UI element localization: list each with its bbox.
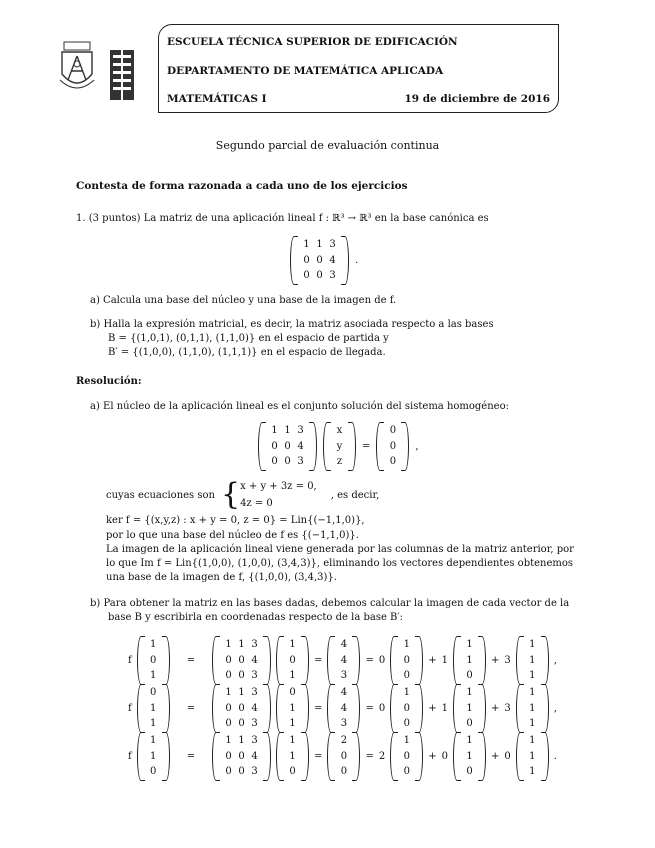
instruction: Contesta de forma razonada a cada uno de los ejercicios — [76, 180, 408, 192]
left-paren — [327, 636, 335, 685]
matrix-cells — [461, 684, 478, 733]
matrix-entry: 4 — [340, 654, 348, 666]
plus-sign: + — [491, 655, 500, 666]
matrix-entry: 0 — [289, 654, 296, 666]
matrix-entry: 0 — [466, 718, 473, 730]
matrix-entry: 3 — [251, 639, 258, 650]
homogeneous-system — [258, 422, 419, 471]
basis-vector — [516, 732, 549, 781]
problem-intro: 1. (3 puntos) La matriz de una aplicación lineal f : ℝ³ → ℝ³ en la base canónica es — [76, 213, 489, 224]
punct: , — [553, 703, 557, 714]
coefficient: 0 — [441, 751, 449, 762]
left-paren — [137, 636, 145, 685]
equation-2: 4z = 0 — [240, 498, 273, 509]
building-logo — [108, 48, 136, 102]
left-paren — [276, 732, 284, 781]
matrix-entry: 1 — [466, 702, 473, 714]
matrix-cells — [524, 732, 541, 781]
matrix-entry: 0 — [403, 654, 410, 666]
matrix-cells — [145, 636, 162, 685]
matrix-entry: 3 — [251, 735, 258, 746]
matrix-entry: 1 — [289, 670, 296, 682]
matrix-entry: 1 — [529, 654, 536, 666]
coefficient: 3 — [504, 655, 511, 666]
matrix-entry: 0 — [271, 456, 278, 468]
matrix-entry: 0 — [303, 254, 310, 266]
matrix-entry: 1 — [529, 702, 536, 714]
input-vector-copy — [276, 636, 309, 685]
plus-sign: + — [491, 703, 500, 714]
basis-vector — [390, 732, 423, 781]
left-paren — [453, 684, 461, 733]
matrix-entry: 3 — [251, 718, 258, 730]
matrix-cells — [145, 732, 162, 781]
image-vector — [327, 684, 360, 733]
matrix-entry: 1 — [466, 687, 473, 698]
left-paren — [453, 732, 461, 781]
matrix-cells — [335, 636, 352, 685]
matrix-entry: 4 — [340, 687, 348, 698]
matrix-entry: 0 — [403, 670, 410, 682]
left-paren — [327, 684, 335, 733]
resolution-a-intro: a) El núcleo de la aplicación lineal es el conjunto solución del sistema homogéneo: — [90, 401, 509, 412]
matrix-cells — [524, 684, 541, 733]
matrix-cells — [398, 684, 415, 733]
matrix-cells — [331, 422, 348, 471]
left-paren — [516, 684, 524, 733]
right-paren — [263, 684, 271, 733]
matrix-entry: 0 — [389, 440, 397, 452]
matrix-entry: 0 — [284, 456, 291, 468]
matrix-cells — [145, 684, 162, 733]
matrix-cells — [384, 422, 401, 471]
input-vector — [137, 636, 170, 685]
matrix-entry: 0 — [403, 702, 410, 714]
question-a: a) Calcula una base del núcleo y una base de la imagen de f. — [90, 295, 397, 306]
basis-vector — [453, 636, 486, 685]
matrix-entry: 4 — [340, 639, 348, 650]
matrix-entry: 1 — [529, 687, 536, 698]
matrix-entry: 0 — [271, 440, 278, 452]
matrix-entry: 3 — [329, 239, 336, 250]
matrix-entry: 0 — [403, 750, 410, 762]
right-paren — [401, 422, 409, 471]
matrix-cells — [284, 636, 301, 685]
left-paren — [516, 636, 524, 685]
plus-sign: + — [491, 751, 500, 762]
matrix-entry: 1 — [289, 735, 296, 746]
matrix-entry: 1 — [529, 718, 536, 730]
matrix-entry: 4 — [251, 654, 258, 666]
right-paren — [162, 732, 170, 781]
matrix-entry: 4 — [251, 750, 258, 762]
matrix-entry: x — [336, 425, 343, 436]
matrix-cells — [461, 732, 478, 781]
matrix-entry: 1 — [466, 639, 473, 650]
matrix-entry: 0 — [389, 425, 397, 436]
matrix-entry: 1 — [271, 425, 278, 436]
matrix-a — [212, 684, 271, 733]
matrix-entry: 0 — [316, 254, 323, 266]
matrix-entry: 3 — [251, 670, 258, 682]
matrix-entry: 0 — [225, 670, 232, 682]
matrix-entry: 1 — [289, 702, 296, 714]
left-paren — [390, 684, 398, 733]
matrix-entry: 0 — [340, 766, 348, 778]
matrix-entry: 1 — [150, 718, 157, 730]
left-paren — [212, 732, 220, 781]
matrix-entry: 0 — [225, 654, 232, 666]
coefficient: 0 — [504, 751, 511, 762]
matrix-entry: 1 — [466, 735, 473, 746]
matrix-cells — [284, 684, 301, 733]
right-paren — [541, 636, 549, 685]
image-line-1: La imagen de la aplicación lineal viene generada por las columnas de la matriz anterior, por — [106, 544, 574, 555]
matrix-entry: 0 — [403, 718, 410, 730]
matrix-entry: 1 — [316, 239, 323, 250]
plus-sign: + — [428, 703, 437, 714]
variables-vector — [323, 422, 356, 471]
basis-b-prime: B′ = {(1,0,0), (1,1,0), (1,1,1)} en el espacio de llegada. — [108, 347, 386, 358]
resolution-b-line-1: b) Para obtener la matriz en las bases dadas, debemos calcular la imagen de cada vector de la — [90, 598, 570, 609]
input-vector-copy — [276, 732, 309, 781]
right-paren — [348, 422, 356, 471]
right-paren — [541, 732, 549, 781]
matrix-entry: 0 — [238, 718, 245, 730]
matrix-entry: 0 — [238, 654, 245, 666]
matrix-entry: 0 — [225, 718, 232, 730]
matrix-entry: 0 — [238, 702, 245, 714]
basis-vector — [453, 684, 486, 733]
matrix-entry: 1 — [289, 718, 296, 730]
matrix-cells — [335, 684, 352, 733]
left-paren — [390, 636, 398, 685]
matrix-cells — [398, 636, 415, 685]
left-paren — [390, 732, 398, 781]
basis-vector — [516, 684, 549, 733]
coefficient: 3 — [504, 703, 511, 714]
coefficient: 2 — [378, 751, 386, 762]
matrix-entry: 0 — [389, 456, 397, 468]
right-paren — [478, 732, 486, 781]
matrix-cells — [335, 732, 352, 781]
basis-b: B = {(1,0,1), (0,1,1), (1,1,0)} en el espacio de partida y — [108, 333, 389, 344]
matrix-entry: 3 — [340, 670, 348, 682]
equals-sign: = — [186, 655, 196, 666]
matrix-entry: 1 — [150, 639, 157, 650]
department-name: DEPARTAMENTO DE MATEMÁTICA APLICADA — [167, 65, 444, 77]
matrix-entry: 1 — [284, 425, 291, 436]
matrix-entry: 3 — [251, 766, 258, 778]
matrix-entry: 3 — [297, 425, 304, 436]
equations-prefix: cuyas ecuaciones son — [106, 489, 215, 501]
matrix-cells — [220, 684, 263, 733]
kernel-basis: por lo que una base del núcleo de f es {(−1,1,0)}. — [106, 530, 359, 541]
matrix-entry: 0 — [289, 766, 296, 778]
matrix-entry: 0 — [150, 766, 157, 778]
right-paren — [352, 684, 360, 733]
matrix-entry: 0 — [284, 440, 291, 452]
equations — [240, 480, 317, 510]
problem-matrix — [290, 236, 349, 285]
basis-vector — [516, 636, 549, 685]
equals-sign: = — [362, 441, 371, 452]
equation-1: x + y + 3z = 0, — [240, 481, 317, 492]
coefficient: 1 — [441, 655, 449, 666]
matrix-entry: 3 — [251, 687, 258, 698]
school-crest-logo — [56, 40, 98, 96]
matrix-entry: 1 — [403, 735, 410, 746]
matrix-entry: 0 — [225, 702, 232, 714]
matrix-a — [212, 732, 271, 781]
problem-matrix-row — [290, 236, 358, 285]
matrix-entry: y — [336, 440, 343, 452]
image-line-2: lo que Im f = Lin{(1,0,0), (1,0,0), (3,4,3)}, eliminando los vectores dependientes obtenemos — [106, 558, 574, 569]
resolution-b-line-2: base B y escribirla en coordenadas respecto de la base B′: — [108, 612, 404, 623]
matrix-cells — [524, 636, 541, 685]
right-paren — [301, 732, 309, 781]
matrix-entry: 0 — [238, 750, 245, 762]
left-paren — [453, 636, 461, 685]
image-vector — [327, 636, 360, 685]
plus-sign: + — [428, 655, 437, 666]
matrix-entry: 1 — [529, 735, 536, 746]
basis-vector — [390, 684, 423, 733]
right-paren — [263, 636, 271, 685]
punct: . — [355, 255, 359, 266]
matrix-entry: 3 — [340, 718, 348, 730]
matrix-entry: 1 — [529, 750, 536, 762]
left-paren — [276, 636, 284, 685]
right-paren — [415, 636, 423, 685]
matrix-entry: 1 — [289, 639, 296, 650]
matrix-entry: 1 — [403, 639, 410, 650]
matrix-cells — [220, 732, 263, 781]
matrix-entry: 0 — [238, 766, 245, 778]
matrix-entry: 1 — [150, 750, 157, 762]
basis-vector — [390, 636, 423, 685]
right-paren — [341, 236, 349, 285]
matrix-entry: 1 — [289, 750, 296, 762]
image-vector — [327, 732, 360, 781]
basis-vector — [453, 732, 486, 781]
right-paren — [162, 684, 170, 733]
matrix-entry: 1 — [150, 702, 157, 714]
matrix-entry: 1 — [238, 687, 245, 698]
matrix-cells — [266, 422, 309, 471]
matrix-cells — [461, 636, 478, 685]
matrix-entry: 1 — [403, 687, 410, 698]
matrix-entry: 1 — [225, 735, 232, 746]
matrix-entry: 1 — [529, 639, 536, 650]
f-label: f — [128, 751, 132, 762]
matrix-entry: 0 — [340, 750, 348, 762]
matrix-entry: 1 — [238, 735, 245, 746]
input-vector-copy — [276, 684, 309, 733]
matrix-entry: 0 — [225, 750, 232, 762]
right-paren — [301, 636, 309, 685]
input-vector — [137, 684, 170, 733]
matrix-entry: 1 — [225, 687, 232, 698]
left-paren — [276, 684, 284, 733]
equals-sign: = — [365, 655, 374, 666]
input-vector — [137, 732, 170, 781]
matrix-entry: 0 — [238, 670, 245, 682]
question-b: b) Halla la expresión matricial, es decir, la matriz asociada respecto a las bases — [90, 319, 494, 330]
matrix-cells — [220, 636, 263, 685]
equals-sign: = — [314, 655, 323, 666]
image-row — [128, 684, 557, 733]
equals-sign: = — [186, 703, 196, 714]
matrix-entry: 0 — [225, 766, 232, 778]
right-paren — [415, 684, 423, 733]
header-box — [158, 24, 559, 113]
resolution-title: Resolución: — [76, 376, 142, 387]
left-paren — [516, 732, 524, 781]
left-paren — [258, 422, 266, 471]
right-paren — [263, 732, 271, 781]
matrix-cells — [298, 236, 341, 285]
left-paren — [212, 684, 220, 733]
zero-vector — [376, 422, 409, 471]
equals-sign: = — [314, 751, 323, 762]
left-paren — [290, 236, 298, 285]
matrix-entry: 1 — [238, 639, 245, 650]
left-paren — [212, 636, 220, 685]
image-row — [128, 732, 557, 781]
school-name: ESCUELA TÉCNICA SUPERIOR DE EDIFICACIÓN — [167, 36, 458, 48]
system-matrix — [258, 422, 317, 471]
image-row — [128, 636, 557, 685]
right-paren — [415, 732, 423, 781]
matrix-entry: 4 — [340, 702, 348, 714]
matrix-entry: 1 — [529, 670, 536, 682]
right-paren — [478, 684, 486, 733]
punct: , — [415, 441, 419, 452]
right-paren — [352, 636, 360, 685]
matrix-entry: 4 — [297, 440, 304, 452]
matrix-entry: 0 — [150, 654, 157, 666]
equations-line — [106, 477, 380, 512]
matrix-entry: 0 — [466, 670, 473, 682]
matrix-entry: 0 — [150, 687, 157, 698]
matrix-entry: 3 — [297, 456, 304, 468]
f-label: f — [128, 655, 132, 666]
exam-date: 19 de diciembre de 2016 — [404, 93, 550, 105]
matrix-entry: 1 — [466, 654, 473, 666]
matrix-entry: 3 — [329, 270, 336, 282]
matrix-entry: 0 — [316, 270, 323, 282]
plus-sign: + — [428, 751, 437, 762]
right-paren — [301, 684, 309, 733]
right-paren — [541, 684, 549, 733]
matrix-entry: 0 — [303, 270, 310, 282]
matrix-entry: 1 — [303, 239, 310, 250]
left-paren — [137, 732, 145, 781]
matrix-entry: 1 — [150, 670, 157, 682]
matrix-entry: 4 — [251, 702, 258, 714]
matrix-entry: 1 — [529, 766, 536, 778]
equals-sign: = — [365, 751, 374, 762]
matrix-entry: 4 — [329, 254, 336, 266]
matrix-entry: 1 — [225, 639, 232, 650]
matrix-entry: 1 — [466, 750, 473, 762]
equations-suffix: , es decir, — [330, 489, 380, 501]
matrix-entry: 0 — [403, 766, 410, 778]
exam-title: Segundo parcial de evaluación continua — [215, 139, 440, 152]
equals-sign: = — [314, 703, 323, 714]
matrix-entry: 2 — [340, 735, 348, 746]
subject-name: MATEMÁTICAS I — [167, 93, 267, 105]
matrix-entry: z — [336, 456, 343, 468]
equals-sign: = — [186, 751, 196, 762]
matrix-entry: 0 — [289, 687, 296, 698]
f-label: f — [128, 703, 132, 714]
kernel-line: ker f = {(x,y,z) : x + y = 0, z = 0} = Lin{(−1,1,0)}, — [106, 515, 365, 526]
left-paren — [323, 422, 331, 471]
punct: , — [553, 655, 557, 666]
image-line-3: una base de la imagen de f, {(1,0,0), (3,4,3)}. — [106, 572, 337, 583]
right-paren — [162, 636, 170, 685]
right-paren — [352, 732, 360, 781]
matrix-a — [212, 636, 271, 685]
left-paren — [137, 684, 145, 733]
right-paren — [309, 422, 317, 471]
left-paren — [376, 422, 384, 471]
coefficient: 0 — [378, 655, 386, 666]
right-paren — [478, 636, 486, 685]
matrix-cells — [398, 732, 415, 781]
matrix-cells — [284, 732, 301, 781]
matrix-entry: 0 — [466, 766, 473, 778]
coefficient: 0 — [378, 703, 386, 714]
coefficient: 1 — [441, 703, 449, 714]
brace-icon: { — [220, 477, 241, 512]
punct: . — [553, 751, 557, 762]
matrix-entry: 1 — [150, 735, 157, 746]
left-paren — [327, 732, 335, 781]
equals-sign: = — [365, 703, 374, 714]
